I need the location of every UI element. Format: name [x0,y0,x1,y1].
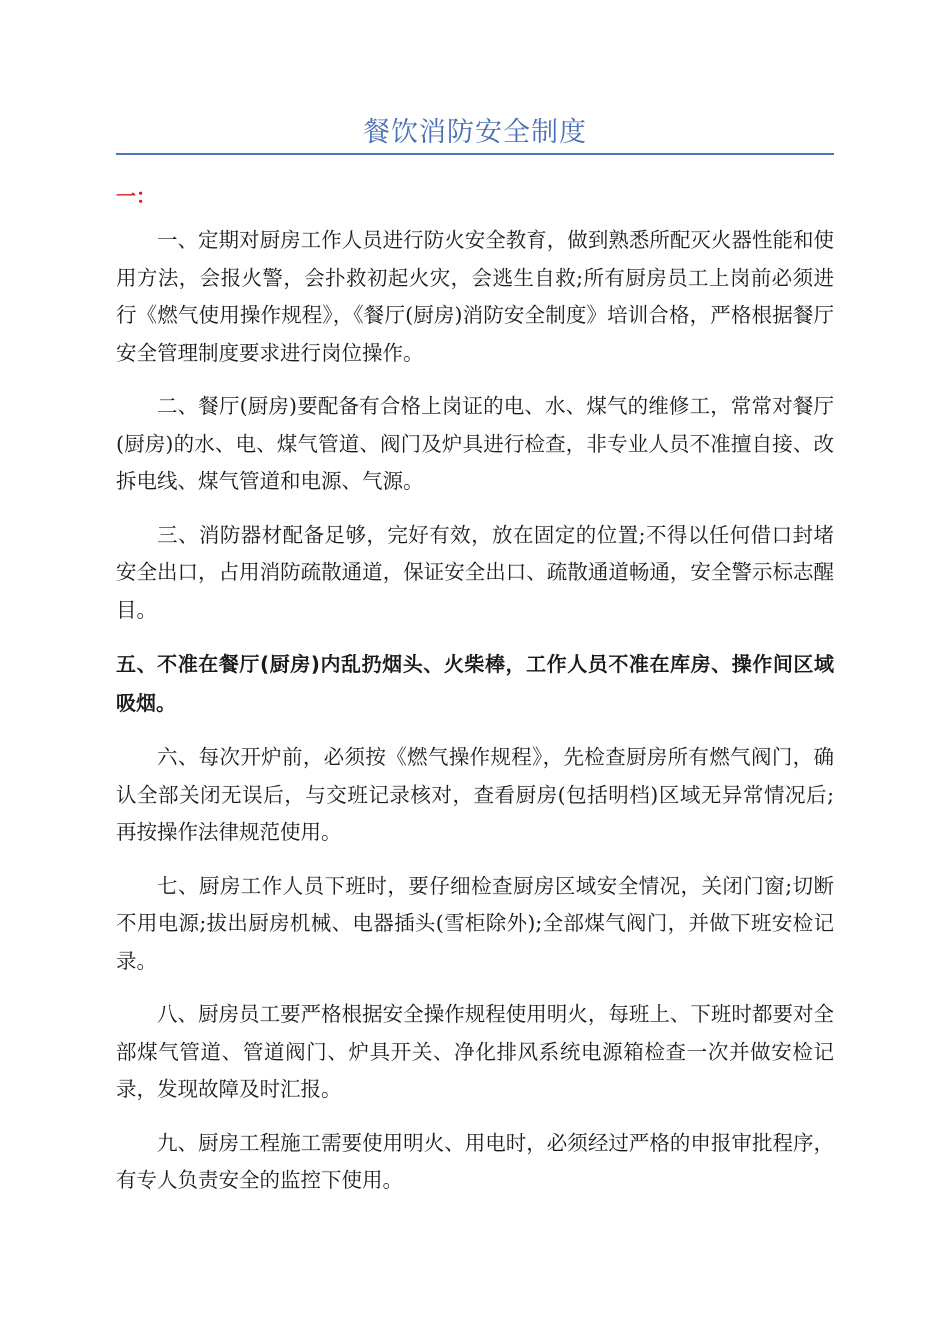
document-title: 餐饮消防安全制度 [363,117,587,148]
paragraph-9: 九、厨房工程施工需要使用明火、用电时，必须经过严格的申报审批程序，有专人负责安全的监控下使用。 [116,1130,834,1192]
paragraph-6: 六、每次开炉前，必须按《燃气操作规程》，先检查厨房所有燃气阀门，确认全部关闭无误后，与交班记录核对，查看厨房(包括明档)区域无异常情况后;再按操作法律规范使用。 [116,745,834,844]
document-body [116,222,834,1216]
paragraph-8: 八、厨房员工要严格根据安全操作规程使用明火，每班上、下班时都要对全部煤气管道、管道阀门、炉具开关、净化排风系统电源箱检查一次并做安检记录，发现故障及时汇报。 [116,1002,834,1101]
paragraph-2: 二、餐厅(厨房)要配备有合格上岗证的电、水、煤气的维修工，常常对餐厅(厨房)的水、电、煤气管道、阀门及炉具进行检查，非专业人员不准擅自接、改拆电线、煤气管道和电源、气源。 [116,394,834,493]
section-heading: 一： [116,184,156,208]
paragraph-1: 一、定期对厨房工作人员进行防火安全教育，做到熟悉所配灭火器性能和使用方法，会报火警，会扑救初起火灾，会逃生自救;所有厨房员工上岗前必须进行《燃气使用操作规程》，《餐厅(厨房)消防安全制度》培训合格，严格根据餐厅安全管理制度要求进行岗位操作。 [116,228,834,365]
paragraph-3: 三、消防器材配备足够，完好有效，放在固定的位置;不得以任何借口封堵安全出口，占用消防疏散通道，保证安全出口、疏散通道畅通，安全警示标志醒目。 [116,522,834,622]
title-divider [116,153,834,155]
paragraph-7: 七、厨房工作人员下班时，要仔细检查厨房区域安全情况，关闭门窗;切断不用电源;拔出厨房机械、电器插头(雪柜除外);全部煤气阀门，并做下班安检记录。 [116,873,834,973]
paragraph-5-bold: 五、不准在餐厅(厨房)内乱扔烟头、火柴棒，工作人员不准在库房、操作间区域吸烟。 [116,652,834,715]
